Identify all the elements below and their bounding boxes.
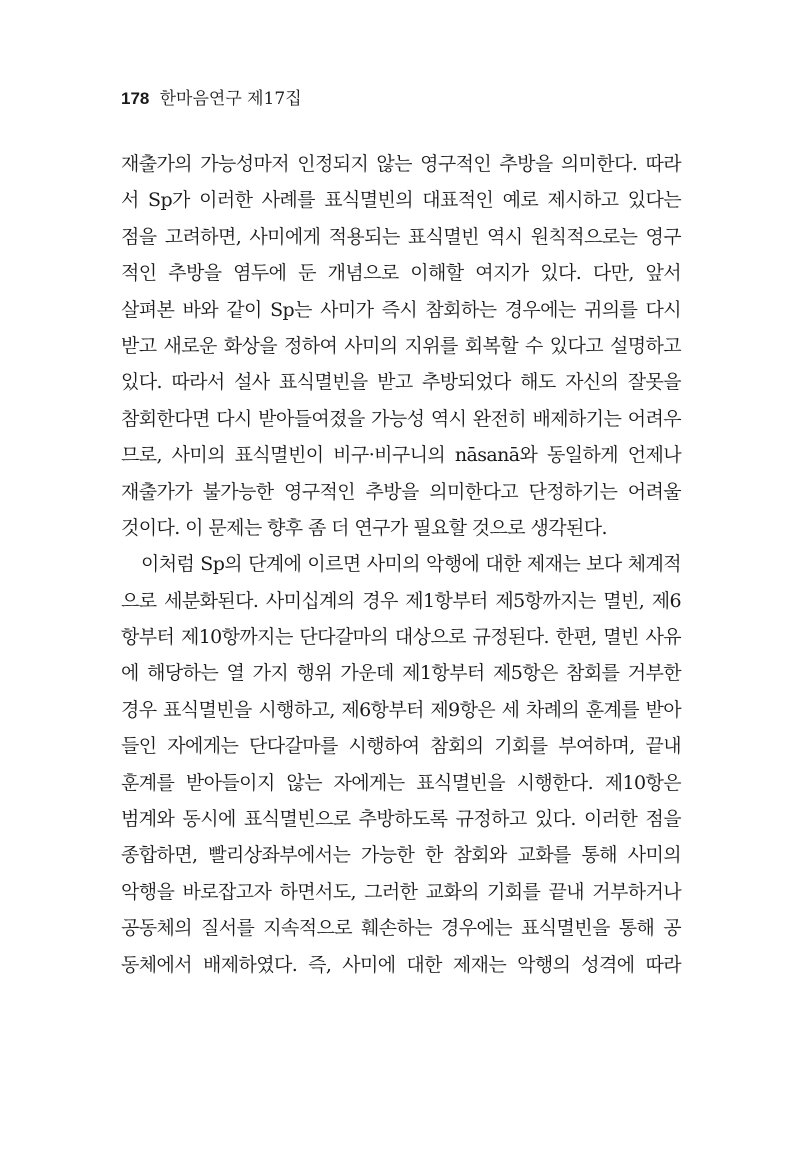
text-line: 재출가의 가능성마저 인정되지 않는 영구적인 추방을 의미한다. 따라 bbox=[121, 153, 681, 175]
page-number: 178 bbox=[121, 89, 150, 108]
text-line: 악행을 바로잡고자 하면서도, 그러한 교화의 기회를 끝내 거부하거나 bbox=[121, 880, 681, 903]
text-line: 동체에서 배제하였다. 즉, 사미에 대한 제재는 악행의 성격에 따라 bbox=[121, 953, 681, 976]
paragraph-2 bbox=[121, 546, 681, 983]
running-header bbox=[121, 86, 302, 112]
text-line: 항부터 제10항까지는 단다갈마의 대상으로 규정된다. 한편, 멸빈 사유 bbox=[121, 626, 681, 649]
text-line: 있다. 따라서 설사 표식멸빈을 받고 추방되었다 해도 자신의 잘못을 bbox=[121, 371, 681, 394]
text-line: 받고 새로운 화상을 정하여 사미의 지위를 회복할 수 있다고 설명하고 bbox=[121, 334, 681, 357]
text-line: 서 Sp가 이러한 사례를 표식멸빈의 대표적인 예로 제시하고 있다는 bbox=[121, 189, 681, 212]
text-line: 범계와 동시에 표식멸빈으로 추방하도록 규정하고 있다. 이러한 점을 bbox=[121, 808, 681, 831]
body-text bbox=[121, 146, 681, 983]
journal-title: 한마음연구 제17집 bbox=[159, 89, 302, 109]
text-line: 므로, 사미의 표식멸빈이 비구·비구니의 nāsanā와 동일하게 언제나 bbox=[121, 444, 681, 467]
text-line: 살펴본 바와 같이 Sp는 사미가 즉시 참회하는 경우에는 귀의를 다시 bbox=[121, 298, 681, 321]
text-line: 에 해당하는 열 가지 행위 가운데 제1항부터 제5항은 참회를 거부한 bbox=[121, 662, 681, 685]
text-line: 재출가가 불가능한 영구적인 추방을 의미한다고 단정하기는 어려울 bbox=[121, 480, 681, 503]
text-line: 으로 세분화된다. 사미십계의 경우 제1항부터 제5항까지는 멸빈, 제6 bbox=[121, 589, 681, 612]
text-line: 경우 표식멸빈을 시행하고, 제6항부터 제9항은 세 차례의 훈계를 받아 bbox=[121, 698, 681, 721]
text-line: 점을 고려하면, 사미에게 적용되는 표식멸빈 역시 원칙적으로는 영구 bbox=[121, 225, 681, 248]
text-line: 들인 자에게는 단다갈마를 시행하여 참회의 기회를 부여하며, 끝내 bbox=[121, 735, 681, 758]
text-line: 적인 추방을 염두에 둔 개념으로 이해할 여지가 있다. 다만, 앞서 bbox=[121, 262, 681, 285]
text-line: 것이다. 이 문제는 향후 좀 더 연구가 필요할 것으로 생각된다. bbox=[121, 516, 607, 539]
paragraph-1 bbox=[121, 146, 681, 546]
text-line: 공동체의 질서를 지속적으로 훼손하는 경우에는 표식멸빈을 통해 공 bbox=[121, 917, 681, 940]
text-line: 종합하면, 빨리상좌부에서는 가능한 한 참회와 교화를 통해 사미의 bbox=[121, 844, 681, 867]
text-line: 참회한다면 다시 받아들여졌을 가능성 역시 완전히 배제하기는 어려우 bbox=[121, 407, 681, 430]
text-line: 이처럼 Sp의 단계에 이르면 사미의 악행에 대한 제재는 보다 체계적 bbox=[141, 553, 681, 576]
text-line: 훈계를 받아들이지 않는 자에게는 표식멸빈을 시행한다. 제10항은 bbox=[121, 771, 681, 794]
